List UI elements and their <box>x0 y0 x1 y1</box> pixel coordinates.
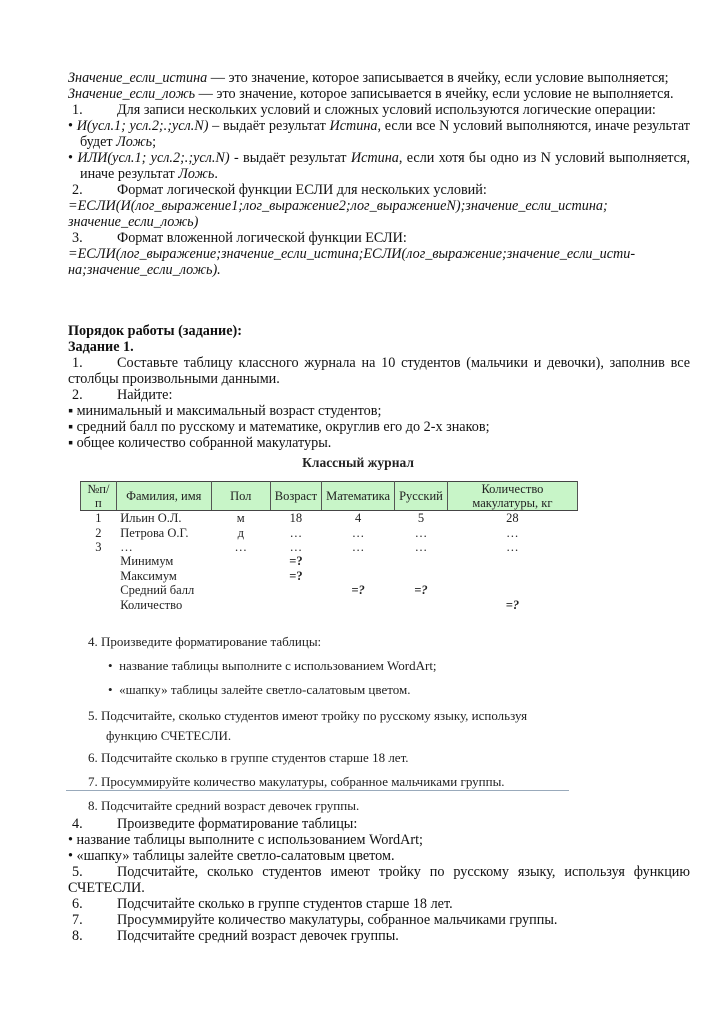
item: 8. Подсчитайте средний возраст девочек группы. <box>88 797 360 813</box>
text: . <box>214 166 218 182</box>
text: – выдаёт результат <box>208 118 330 134</box>
table-header <box>81 482 578 511</box>
bullet: • название таблицы выполните с использованием WordArt; <box>68 832 423 848</box>
col-header: Фамилия, имя <box>116 482 211 511</box>
bullet-or: • ИЛИ(усл.1; усл.2;.;усл.N) - выдаёт результат Истина, если хотя бы одно из N условий выполняется, иначе результат Ложь. <box>68 150 691 182</box>
text: средний балл по русскому и математике, округлив его до 2-х знаков; <box>76 419 490 435</box>
summary-row <box>81 569 578 583</box>
step-7 <box>68 912 690 928</box>
step-4 <box>68 816 690 832</box>
item-1 <box>68 102 690 118</box>
text: Произведите форматирование таблицы: <box>117 816 358 832</box>
table-row <box>81 511 578 526</box>
summary-row <box>81 583 578 597</box>
step-2 <box>68 387 690 403</box>
cell: … <box>234 539 247 554</box>
cell: … <box>506 539 519 554</box>
bottom-section <box>68 816 690 944</box>
text: - выдаёт результат <box>229 150 351 166</box>
num: 8. <box>72 928 83 944</box>
cell: =? <box>505 597 520 612</box>
col-header: Возраст <box>270 482 321 511</box>
cell: 2 <box>95 525 102 540</box>
text: Для записи нескольких условий и сложных условий используются логические операции: <box>117 102 656 118</box>
cell: … <box>506 525 519 540</box>
text: название таблицы выполните с использованием WordArt; <box>119 657 437 673</box>
cell: =? <box>289 568 303 583</box>
table-row <box>81 540 578 554</box>
num: 4. <box>72 816 83 832</box>
text: Найдите: <box>117 387 173 403</box>
cell: … <box>351 525 365 540</box>
text: минимальный и максимальный возраст студентов; <box>76 403 382 419</box>
cell: 1 <box>95 511 102 526</box>
step-6 <box>68 896 690 912</box>
heading: Порядок работы (задание): <box>68 323 242 339</box>
bullet: ▪ минимальный и максимальный возраст студентов; <box>68 403 382 419</box>
summary-row <box>81 597 578 611</box>
formula-2 <box>68 246 690 278</box>
task-section <box>68 323 690 451</box>
text: , если все N условий выполняются, иначе результат будет <box>80 118 690 150</box>
formula: =ЕСЛИ(И(лог_выражение1;лог_выражение2;лог_выражениеN);значение_если_истина; значение_если_ложь) <box>68 198 608 230</box>
item: • «шапку» таблицы залейте светло-салатовым цветом. <box>108 681 411 697</box>
cell: =? <box>414 583 428 598</box>
num: 5. <box>72 864 83 880</box>
text: Формат логической функции ЕСЛИ для нескольких условий: <box>117 182 487 198</box>
cell: 18 <box>289 511 303 526</box>
journal-table <box>80 481 578 612</box>
cell: … <box>289 539 303 554</box>
step-5 <box>68 864 690 896</box>
term: Ложь <box>116 134 153 150</box>
cell: Максимум <box>120 568 177 583</box>
text: ; <box>152 134 157 150</box>
cell: 3 <box>95 539 102 554</box>
term: Истина <box>329 118 378 134</box>
term: И(усл.1; усл.2;.;усл.N) <box>76 118 209 134</box>
task-subheading <box>68 339 690 355</box>
cell: Количество <box>120 597 183 612</box>
item: 6. Подсчитайте сколько в группе студентов старше 18 лет. <box>88 749 409 765</box>
definition-false <box>68 86 690 102</box>
term: Ложь <box>178 166 215 182</box>
cell: Петрова О.Г. <box>120 525 189 540</box>
cell: д <box>237 525 244 540</box>
text: — это значение, которое записывается в ячейку, если условие выполняется; <box>207 70 669 86</box>
item-2 <box>68 182 690 198</box>
col-header: Русский <box>395 482 448 511</box>
text: Просуммируйте количество макулатуры, собранное мальчиками группы. <box>117 912 558 928</box>
step-8 <box>68 928 690 944</box>
col-header: Количество макулатуры, кг <box>447 482 577 511</box>
embedded-image <box>78 455 578 813</box>
subheading: Задание 1. <box>68 339 134 355</box>
cell: … <box>120 539 133 554</box>
bullet-and: • И(усл.1; усл.2;.;усл.N) – выдаёт результат Истина, если все N условий выполняются, иначе результат будет Ложь; <box>68 118 690 150</box>
formula: =ЕСЛИ(лог_выражение;значение_если_истина;ЕСЛИ(лог_выражение;значение_если_исти-на;значение_если_ложь). <box>68 246 636 278</box>
term: Истина <box>350 150 399 166</box>
text: общее количество собранной макулатуры. <box>76 435 332 451</box>
num: 6. <box>72 896 83 912</box>
item: • название таблицы выполните с использованием WordArt; <box>108 657 437 673</box>
formula-1 <box>68 198 690 230</box>
summary-row <box>81 554 578 568</box>
cell: … <box>414 539 428 554</box>
num: 1. <box>72 102 83 118</box>
cell: … <box>414 525 428 540</box>
cell: м <box>236 511 245 526</box>
col-header: №п/п <box>81 482 117 511</box>
term: ИЛИ(усл.1; усл.2;.;усл.N) <box>77 150 230 166</box>
text: , если хотя бы одно из N условий выполняется, иначе результат <box>80 150 691 182</box>
cell: 28 <box>506 511 519 526</box>
text: «шапку» таблицы залейте светло-салатовым цветом. <box>119 681 411 697</box>
cell: =? <box>351 583 365 598</box>
num: 3. <box>72 230 83 246</box>
num: 2. <box>72 182 83 198</box>
num: 1. <box>72 355 83 371</box>
cell: 5 <box>417 511 425 526</box>
cell: … <box>289 525 303 540</box>
step-1 <box>68 355 690 387</box>
item: 7. Просуммируйте количество макулатуры, собранное мальчиками группы. <box>88 773 505 789</box>
num: 2. <box>72 387 83 403</box>
divider <box>66 790 569 791</box>
text: Подсчитайте средний возраст девочек группы. <box>117 928 399 944</box>
term: Значение_если_ложь <box>68 86 196 102</box>
text: Формат вложенной логической функции ЕСЛИ: <box>117 230 407 246</box>
item: 4. Произведите форматирование таблицы: <box>88 633 322 649</box>
cell: Ильин О.Л. <box>120 511 182 526</box>
cell: Средний балл <box>120 583 195 598</box>
task-heading <box>68 323 690 339</box>
cell: … <box>351 539 365 554</box>
item: функцию СЧЕТЕСЛИ. <box>106 727 232 743</box>
bullet: ▪ средний балл по русскому и математике, округлив его до 2-х знаков; <box>68 419 490 435</box>
bullet: • «шапку» таблицы залейте светло-салатовым цветом. <box>68 848 395 864</box>
item: 5. Подсчитайте, сколько студентов имеют тройку по русскому языку, используя <box>88 707 528 723</box>
intro-section <box>68 70 690 278</box>
table-row <box>81 525 578 539</box>
text: Подсчитайте сколько в группе студентов старше 18 лет. <box>117 896 453 912</box>
item-3 <box>68 230 690 246</box>
journal-title: Классный журнал <box>302 455 414 470</box>
cell: =? <box>289 554 303 569</box>
term: Значение_если_истина <box>68 70 208 86</box>
cell: 4 <box>354 511 362 526</box>
text: Составьте таблицу классного журнала на 10 студентов (мальчики и девочки), заполнив все столбцы произвольными данными. <box>68 355 690 387</box>
bullet: ▪ общее количество собранной макулатуры. <box>68 435 332 451</box>
text: Подсчитайте, сколько студентов имеют тройку по русскому языку, используя функцию СЧЕТЕСЛИ. <box>68 864 690 896</box>
col-header: Математика <box>322 482 395 511</box>
num: 7. <box>72 912 83 928</box>
col-header: Пол <box>211 482 270 511</box>
definition-true <box>68 70 690 86</box>
cell: Минимум <box>120 554 174 569</box>
text: — это значение, которое записывается в ячейку, если условие не выполняется. <box>195 86 674 102</box>
